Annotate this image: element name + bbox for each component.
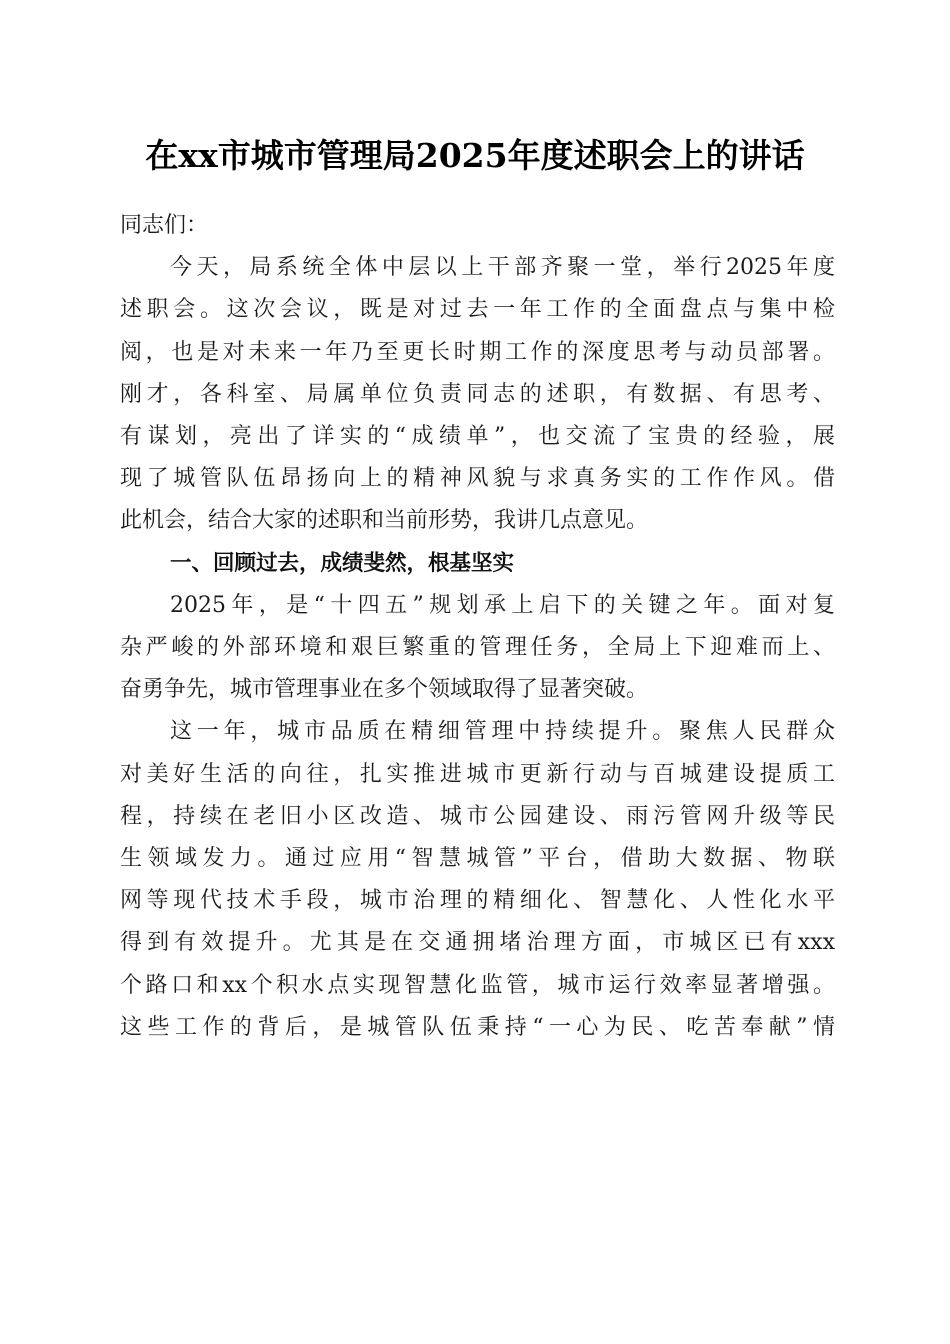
- paragraph-line: 现了城管队伍昂扬向上的精神风貌与求真务实的工作作风。借: [120, 466, 835, 492]
- salutation-line: 同志们：: [120, 213, 209, 238]
- paragraph-line: 对美好生活的向往，扎实推进城市更新行动与百城建设提质工: [120, 761, 835, 787]
- paragraph-line: 阅，也是对未来一年乃至更长时期工作的深度思考与动员部署。: [120, 339, 835, 365]
- section-heading: [120, 543, 835, 585]
- paragraph-line: 个路口和xx个积水点实现智慧化监管，城市运行效率显著增强。: [120, 972, 835, 998]
- paragraph-line: 刚才，各科室、局属单位负责同志的述职，有数据、有思考、: [120, 381, 835, 407]
- paragraph-line: 杂严峻的外部环境和艰巨繁重的管理任务，全局上下迎难而上、: [120, 635, 835, 661]
- paragraph-line: 2025年，是“十四五”规划承上启下的关键之年。面对复: [170, 592, 835, 618]
- salutation: [120, 205, 835, 247]
- paragraph-line: 生领域发力。通过应用“智慧城管”平台，借助大数据、物联: [120, 846, 835, 872]
- paragraph-line: 这些工作的背后，是城管队伍秉持“一心为民、吃苦奉献”情: [120, 1014, 835, 1040]
- paragraph-line: 程，持续在老旧小区改造、城市公园建设、雨污管网升级等民: [120, 803, 835, 829]
- paragraph-review: [120, 585, 835, 712]
- paragraph-line: 得到有效提升。尤其是在交通拥堵治理方面，市城区已有xxx: [120, 930, 835, 956]
- paragraph-line: 网等现代技术手段，城市治理的精细化、智慧化、人性化水平: [120, 888, 835, 914]
- paragraph-line: 述职会。这次会议，既是对过去一年工作的全面盘点与集中检: [120, 297, 835, 323]
- paragraph-line: 有谋划，亮出了详实的“成绩单”，也交流了宝贵的经验，展: [120, 424, 835, 450]
- document-body: [120, 205, 835, 1049]
- paragraph-line: 今天，局系统全体中层以上干部齐聚一堂，举行2025年度: [170, 255, 835, 281]
- paragraph-line: 这一年，城市品质在精细管理中持续提升。聚焦人民群众: [170, 719, 835, 745]
- paragraph-line: 此机会，结合大家的述职和当前形势，我讲几点意见。: [120, 508, 649, 534]
- paragraph-opening: [120, 247, 835, 542]
- paragraph-city-quality: [120, 711, 835, 1049]
- section-heading-text: 一、回顾过去，成绩斐然，根基坚实: [170, 550, 515, 576]
- document-title: 在xx市城市管理局2025年度述职会上的讲话: [145, 136, 805, 175]
- paragraph-line: 奋勇争先，城市管理事业在多个领域取得了显著突破。: [120, 677, 649, 703]
